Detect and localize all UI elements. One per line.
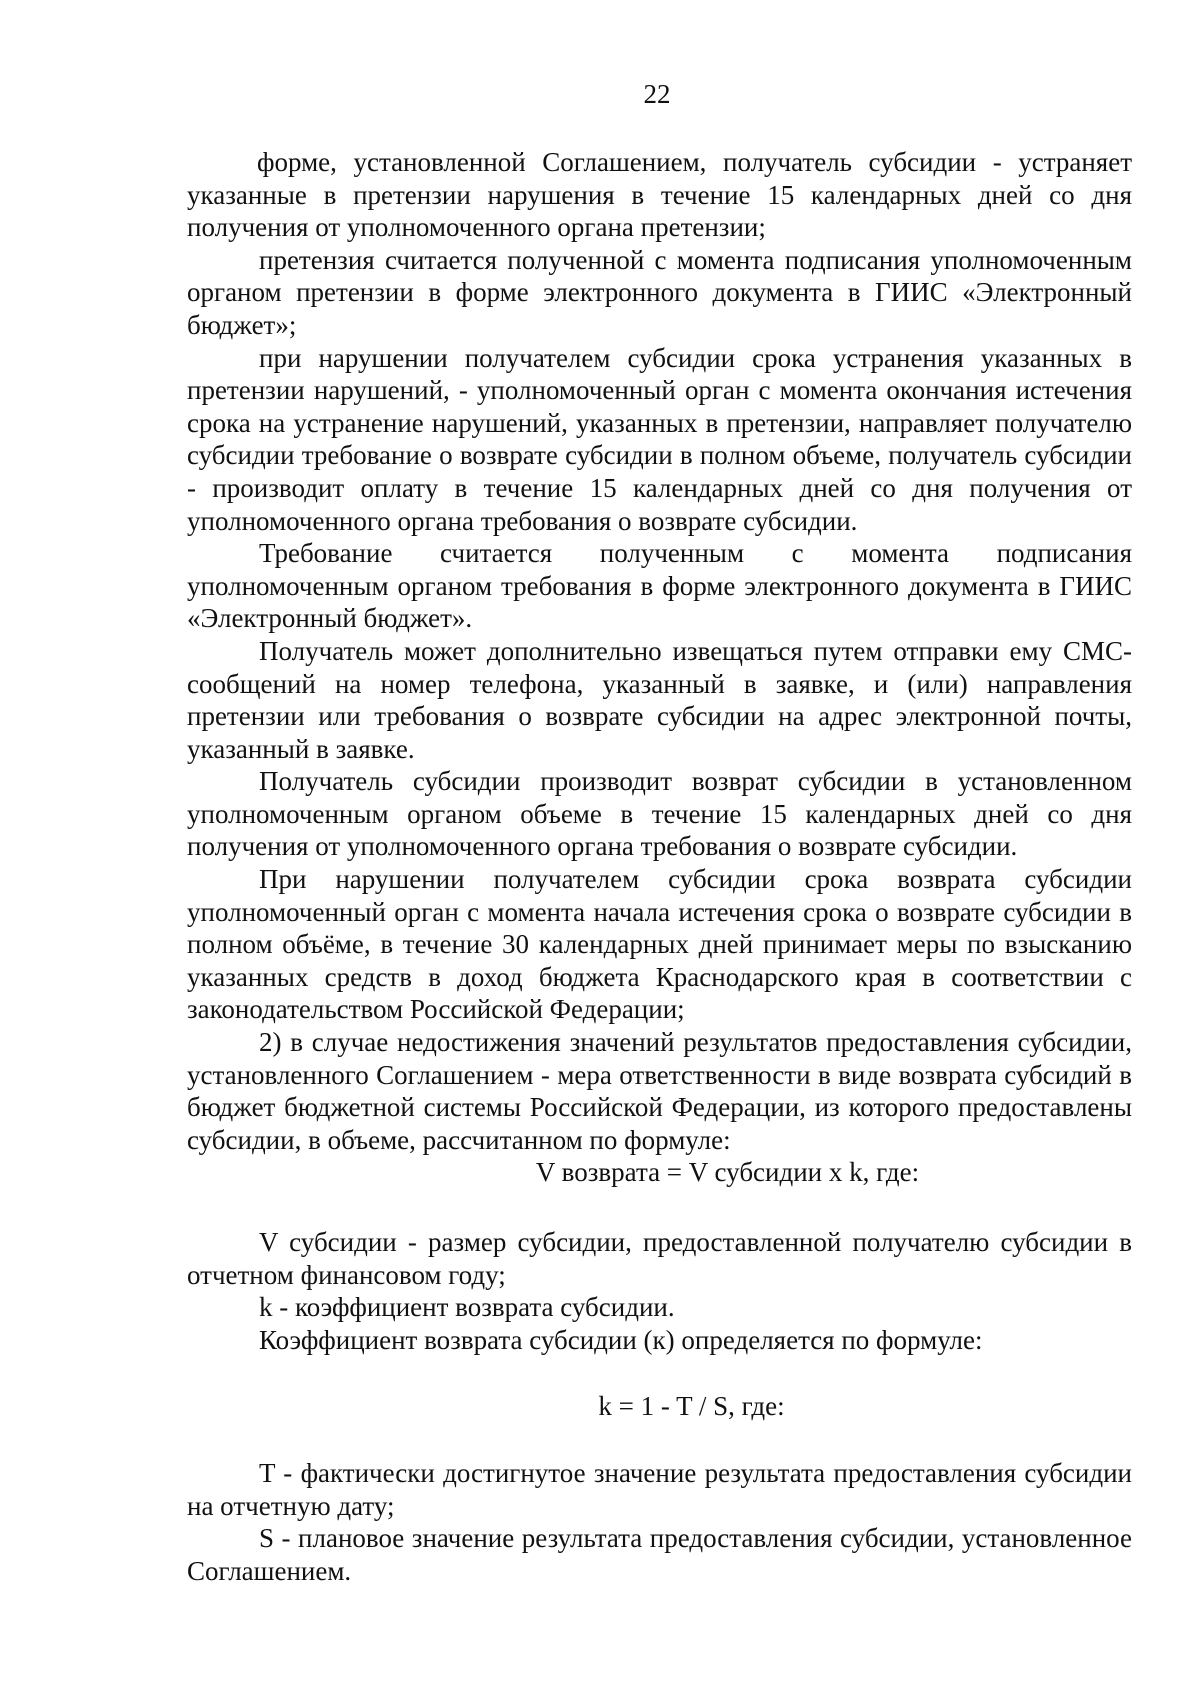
definition-item: V субсидии - размер субсидии, предоставленной получателю субсидии в отчетном финансовом году; <box>187 1227 1132 1290</box>
formula-v-return: V возврата = V субсидии x k, где: <box>535 1157 920 1188</box>
paragraph: Требование считается полученным с момента подписания уполномоченным органом требования в форме электронного документа в ГИИС «Электронный бюджет». <box>187 538 1132 634</box>
formula-k-coefficient: k = 1 - T / S, где: <box>598 1391 785 1422</box>
paragraph: Получатель субсидии производит возврат субсидии в установленном уполномоченным органом объеме в течение 15 календарных дней со дня получения от уполномоченного органа требования о возврате субсидии. <box>187 766 1132 862</box>
paragraph: При нарушении получателем субсидии срока возврата субсидии уполномоченный орган с момента начала истечения срока о возврате субсидии в полном объёме, в течение 30 календарных дней принимает меры по взысканию указанных средств в доход бюджета Краснодарского края в соответствии с законодательством Российской Федерации; <box>187 864 1132 1025</box>
paragraph: при нарушении получателем субсидии срока устранения указанных в претензии нарушений, - уполномоченный орган с момента окончания истечения срока на устранение нарушений, указанных в претензии, направляет получателю субсидии требование о возврате субсидии в полном объеме, получатель субсидии - производит оплату в течение 15 календарных дней со дня получения от уполномоченного органа требования о возврате субсидии. <box>187 342 1132 536</box>
definition-item: T - фактически достигнутое значение результата предоставления субсидии на отчетную дату; <box>187 1457 1132 1521</box>
paragraph: претензия считается полученной с момента подписания уполномоченным органом претензии в форме электронного документа в ГИИС «Электронный бюджет»; <box>187 244 1132 340</box>
definition-item: S - плановое значение результата предоставления субсидии, установленное Соглашением. <box>187 1523 1132 1586</box>
document-body <box>187 146 1132 1587</box>
paragraph: 2) в случае недостижения значений результатов предоставления субсидии, установленного Соглашением - мера ответственности в виде возврата субсидий в бюджет бюджетной системы Российской Федерации, из которого предоставлены субсидии, в объеме, рассчитанном по формуле: <box>187 1027 1132 1155</box>
definition-item: k - коэффициент возврата субсидии. <box>259 1292 675 1323</box>
page-number: 22 <box>643 79 671 109</box>
definition-item: Коэффициент возврата субсидии (к) определяется по формуле: <box>259 1324 983 1355</box>
paragraph: Получатель может дополнительно извещаться путем отправки ему СМС-сообщений на номер телефона, указанный в заявке, и (или) направления претензии или требования о возврате субсидии на адрес электронной почты, указанный в заявке. <box>187 635 1132 764</box>
paragraph: форме, установленной Соглашением, получатель субсидии - устраняет указанные в претензии нарушения в течение 15 календарных дней со дня получения от уполномоченного органа претензии; <box>187 147 1132 243</box>
